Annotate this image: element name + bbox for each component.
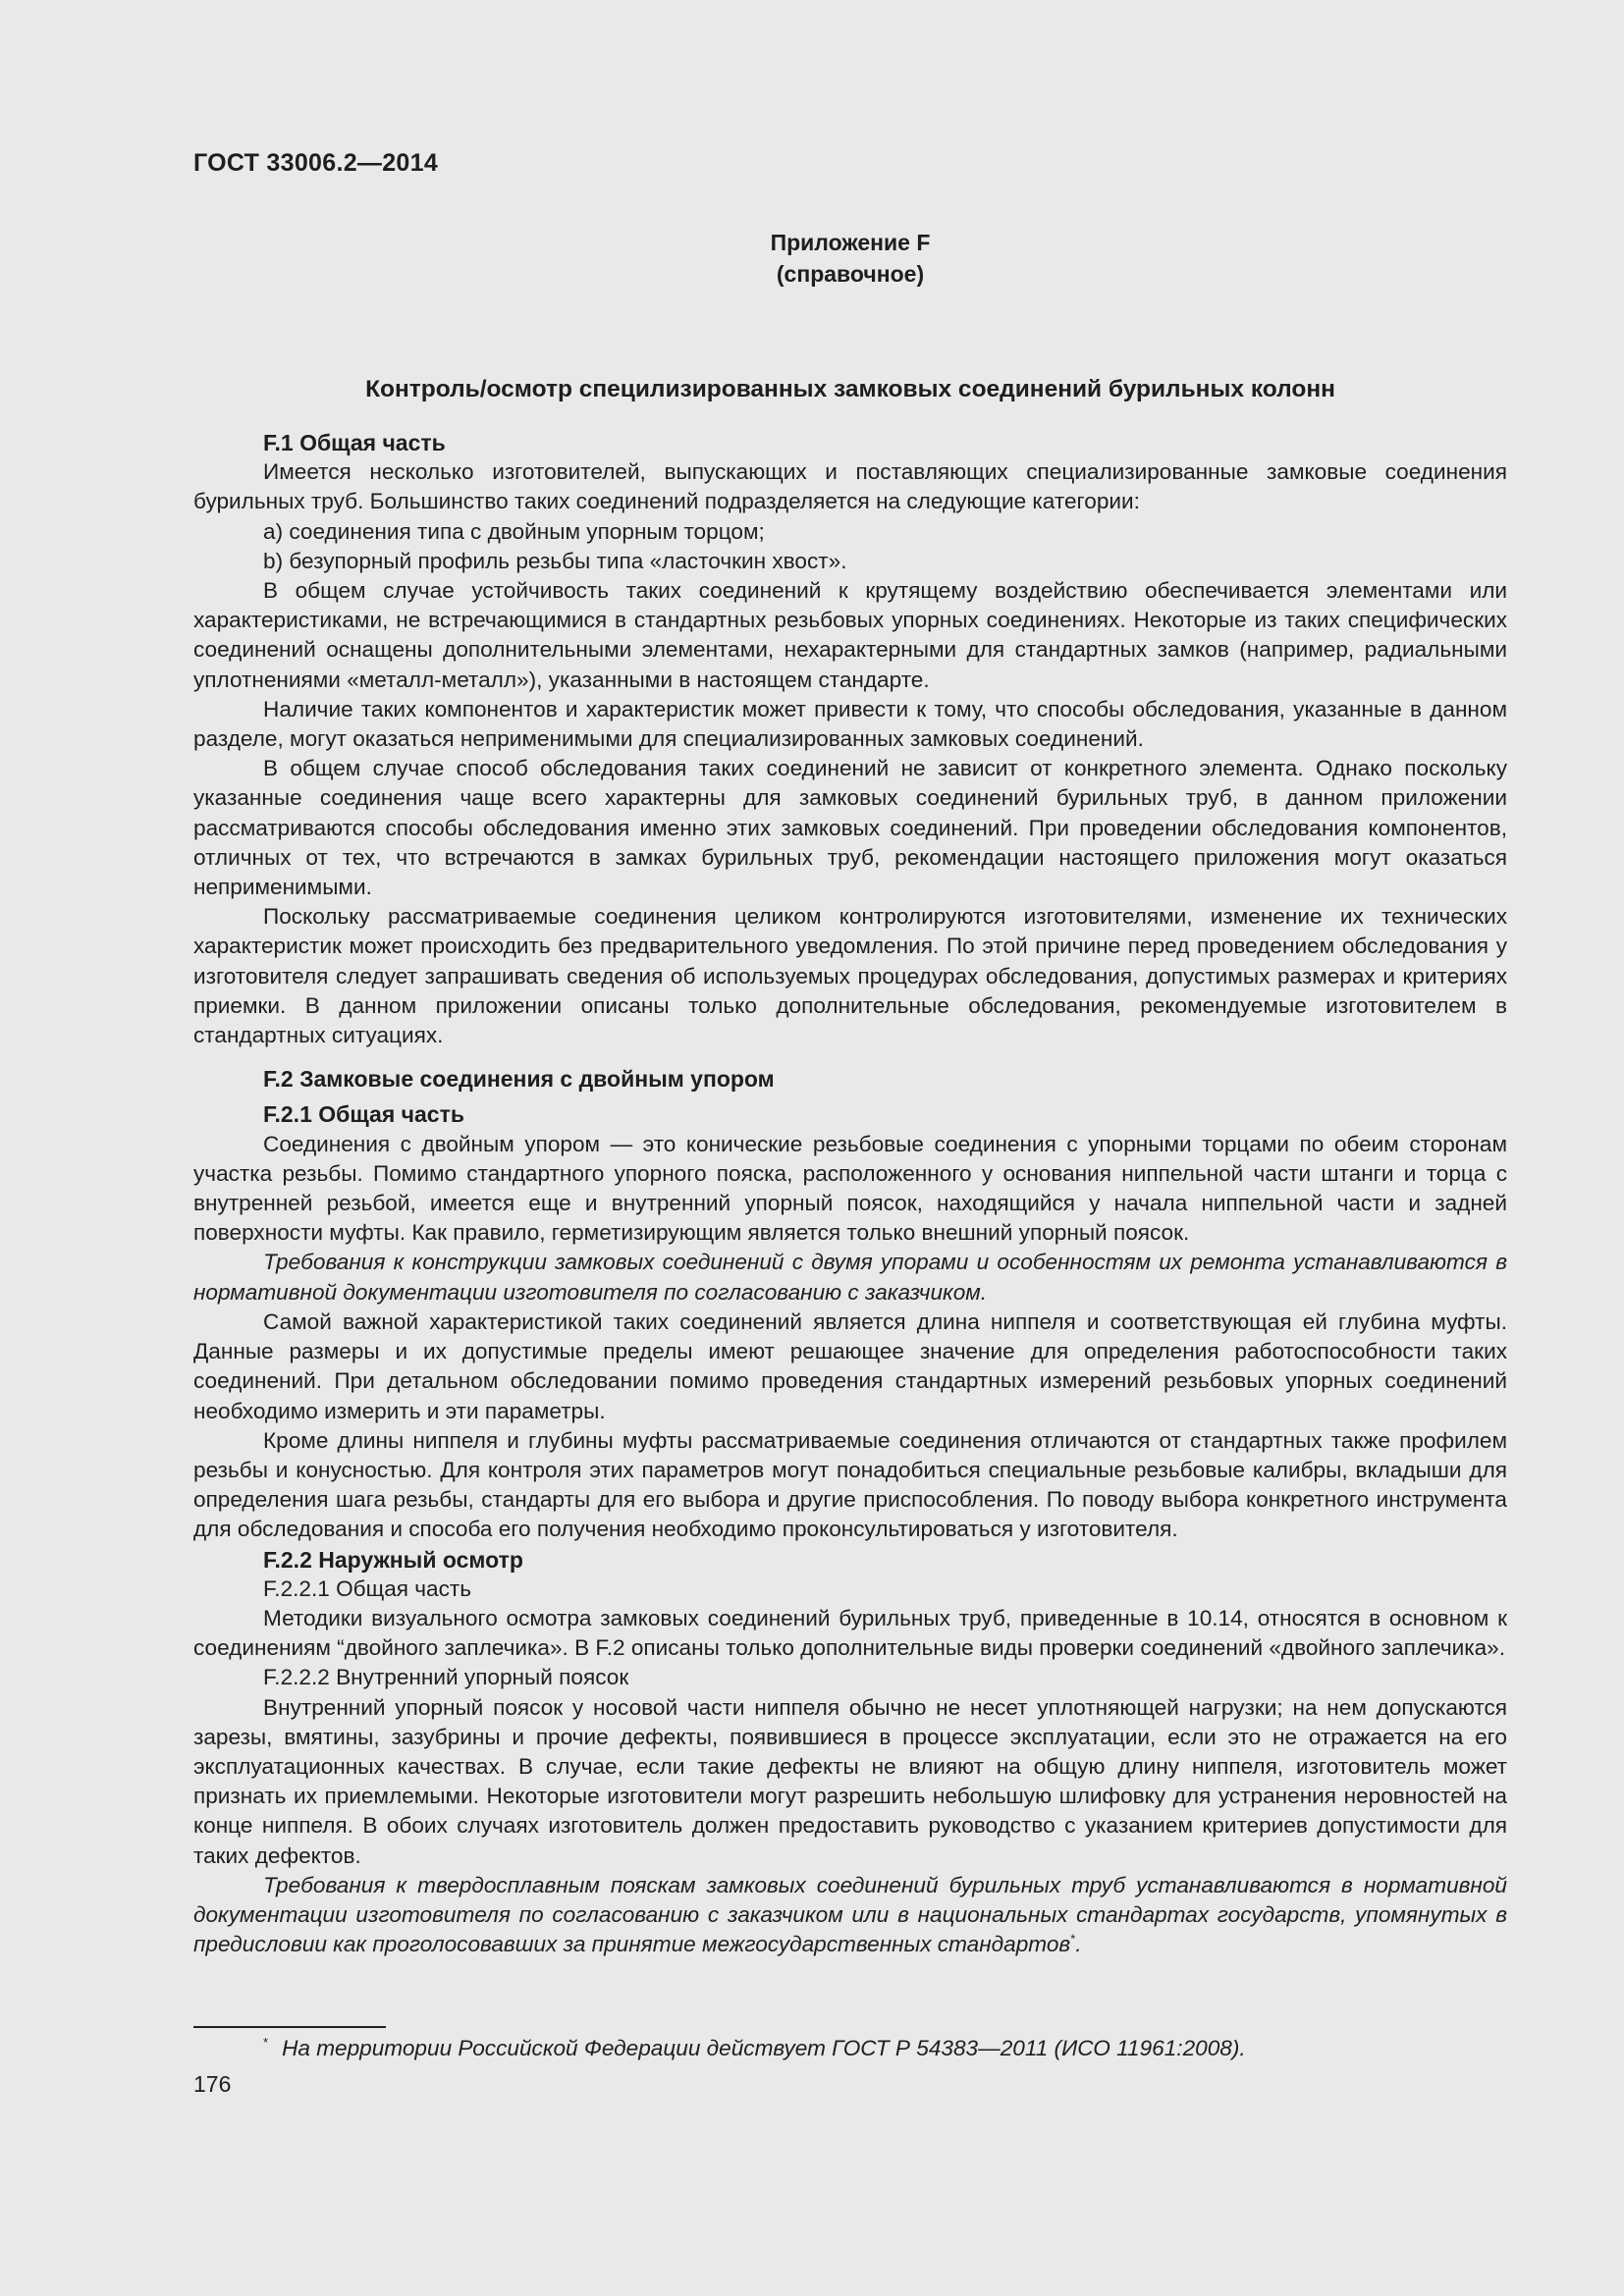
footnote-reference[interactable]: *	[1070, 1931, 1076, 1947]
section-heading-f22: F.2.2 Наружный осмотр	[263, 1546, 523, 1573]
italic-requirement-note: Требования к конструкции замковых соединений с двумя упорами и особенностям их ремонта устанавливаются в нормативной документации изготовителя по согласованию с заказчиком.	[193, 1250, 1507, 1305]
paragraph: Наличие таких компонентов и характеристик может привести к тому, что способы обследования, указанные в данном разделе, могут оказаться неприменимыми для специализированных замковых соединений.	[193, 696, 1507, 752]
footnote	[263, 2034, 1507, 2063]
list-item-a: а) соединения типа с двойным упорным торцом;	[263, 518, 765, 544]
paragraph: Самой важной характеристикой таких соединений является длина ниппеля и соответствующая ей глубина муфты. Данные размеры и их допустимые пределы имеют решающее значение для определения работоспособности таких соединений. При детальном обследовании помимо проведения стандартных измерений резьбовых упорных соединений необходимо измерить и эти параметры.	[193, 1308, 1507, 1423]
sentence-end: .	[1075, 1932, 1082, 1957]
appendix-heading	[193, 227, 1507, 290]
footnote-marker: *	[263, 2035, 269, 2051]
paragraph: В общем случае устойчивость таких соединений к крутящему воздействию обеспечивается элементами или характеристиками, не встречающимися в стандартных резьбовых упорных соединениях. Некоторые из таких специфических соединений оснащены дополнительными элементами, нехарактерными для стандартных замков (например, радиальными уплотнениями «металл-металл»), указанными в настоящем стандарте.	[193, 578, 1507, 692]
main-title: Контроль/осмотр специлизированных замковых соединений бурильных колонн	[365, 376, 1335, 402]
footnote-separator	[193, 2026, 386, 2028]
section-heading-f221: F.2.2.1 Общая часть	[263, 1575, 472, 1601]
section-heading-f222: F.2.2.2 Внутренний упорный поясок	[263, 1665, 629, 1690]
paragraph: Внутренний упорный поясок у носовой части ниппеля обычно не несет уплотняющей нагрузки; на нем допускаются зарезы, вмятины, зазубрины и прочие дефекты, появившиеся в процессе эксплуатации, если это не отражается на его эксплуатационных качествах. В случае, если такие дефекты не влияют на общую длину ниппеля, изготовитель может признать их приемлемыми. Некоторые изготовители могут разрешить небольшую шлифовку для устранения неровностей на конце ниппеля. В обоих случаях изготовитель должен предоставить руководство с указанием критериев допустимости для таких дефектов.	[193, 1694, 1507, 1868]
document-header: ГОСТ 33006.2—2014	[193, 149, 439, 177]
section-heading-f2: F.2 Замковые соединения с двойным упором	[263, 1066, 775, 1093]
appendix-status: (справочное)	[776, 261, 925, 287]
paragraph: Кроме длины ниппеля и глубины муфты рассматриваемые соединения отличаются от стандартных также профилем резьбы и конусностью. Для контроля этих параметров могут понадобиться специальные резьбовые калибры, вкладыши для определения шага резьбы, стандарты для его выбора и другие приспособления. По поводу выбора конкретного инструмента для обследования и способа его получения необходимо проконсультироваться у изготовителя.	[193, 1427, 1507, 1542]
document-body	[193, 428, 1507, 1959]
italic-note-text: Требования к твердосплавным пояскам замковых соединений бурильных труб устанавливаются в нормативной документации изготовителя по согласованию с заказчиком или в национальных стандартах государств, упомянутых в предисловии как проголосовавших за принятие межгосударственных стандартов	[193, 1872, 1507, 1957]
paragraph: Имеется несколько изготовителей, выпускающих и поставляющих специализированные замковые соединения бурильных труб. Большинство таких соединений подразделяется на следующие категории:	[193, 459, 1507, 514]
appendix-label: Приложение F	[770, 230, 931, 255]
section-heading-f1: F.1 Общая часть	[263, 430, 446, 455]
list-item-b: b) безупорный профиль резьбы типа «ласточкин хвост».	[263, 548, 847, 573]
section-heading-f21: F.2.1 Общая часть	[263, 1101, 464, 1128]
paragraph: Поскольку рассматриваемые соединения целиком контролируются изготовителями, изменение их технических характеристик может происходить без предварительного уведомления. По этой причине перед проведением обследования у изготовителя следует запрашивать сведения об используемых процедурах обследования, допустимых размерах и критериях приемки. В данном приложении описаны только дополнительные обследования, рекомендуемые изготовителем в стандартных ситуациях.	[193, 904, 1507, 1048]
footnote-text: На территории Российской Федерации действует ГОСТ Р 54383—2011 (ИСО 11961:2008).	[282, 2036, 1246, 2060]
paragraph: Методики визуального осмотра замковых соединений бурильных труб, приведенные в 10.14, относятся в основном к соединениям “двойного заплечика». В F.2 описаны только дополнительные виды проверки соединений «двойного заплечика».	[193, 1605, 1507, 1661]
page-number: 176	[193, 2071, 232, 2097]
italic-requirement-note	[193, 1871, 1507, 1960]
paragraph: Соединения с двойным упором — это конические резьбовые соединения с упорными торцами по обеим сторонам участка резьбы. Помимо стандартного упорного пояска, расположенного у основания ниппельной части штанги и торца с внутренней резьбой, имеется еще и внутренний упорный поясок, находящийся у начала ниппельной части и задней поверхности муфты. Как правило, герметизирующим является только внешний упорный поясок.	[193, 1131, 1507, 1246]
paragraph: В общем случае способ обследования таких соединений не зависит от конкретного элемента. Однако поскольку указанные соединения чаще всего характерны для замковых соединений бурильных труб, в данном приложении рассматриваются способы обследования именно этих замковых соединений. При проведении обследования компонентов, отличных от тех, что встречаются в замках бурильных труб, рекомендации настоящего приложения могут оказаться неприменимыми.	[193, 756, 1507, 900]
